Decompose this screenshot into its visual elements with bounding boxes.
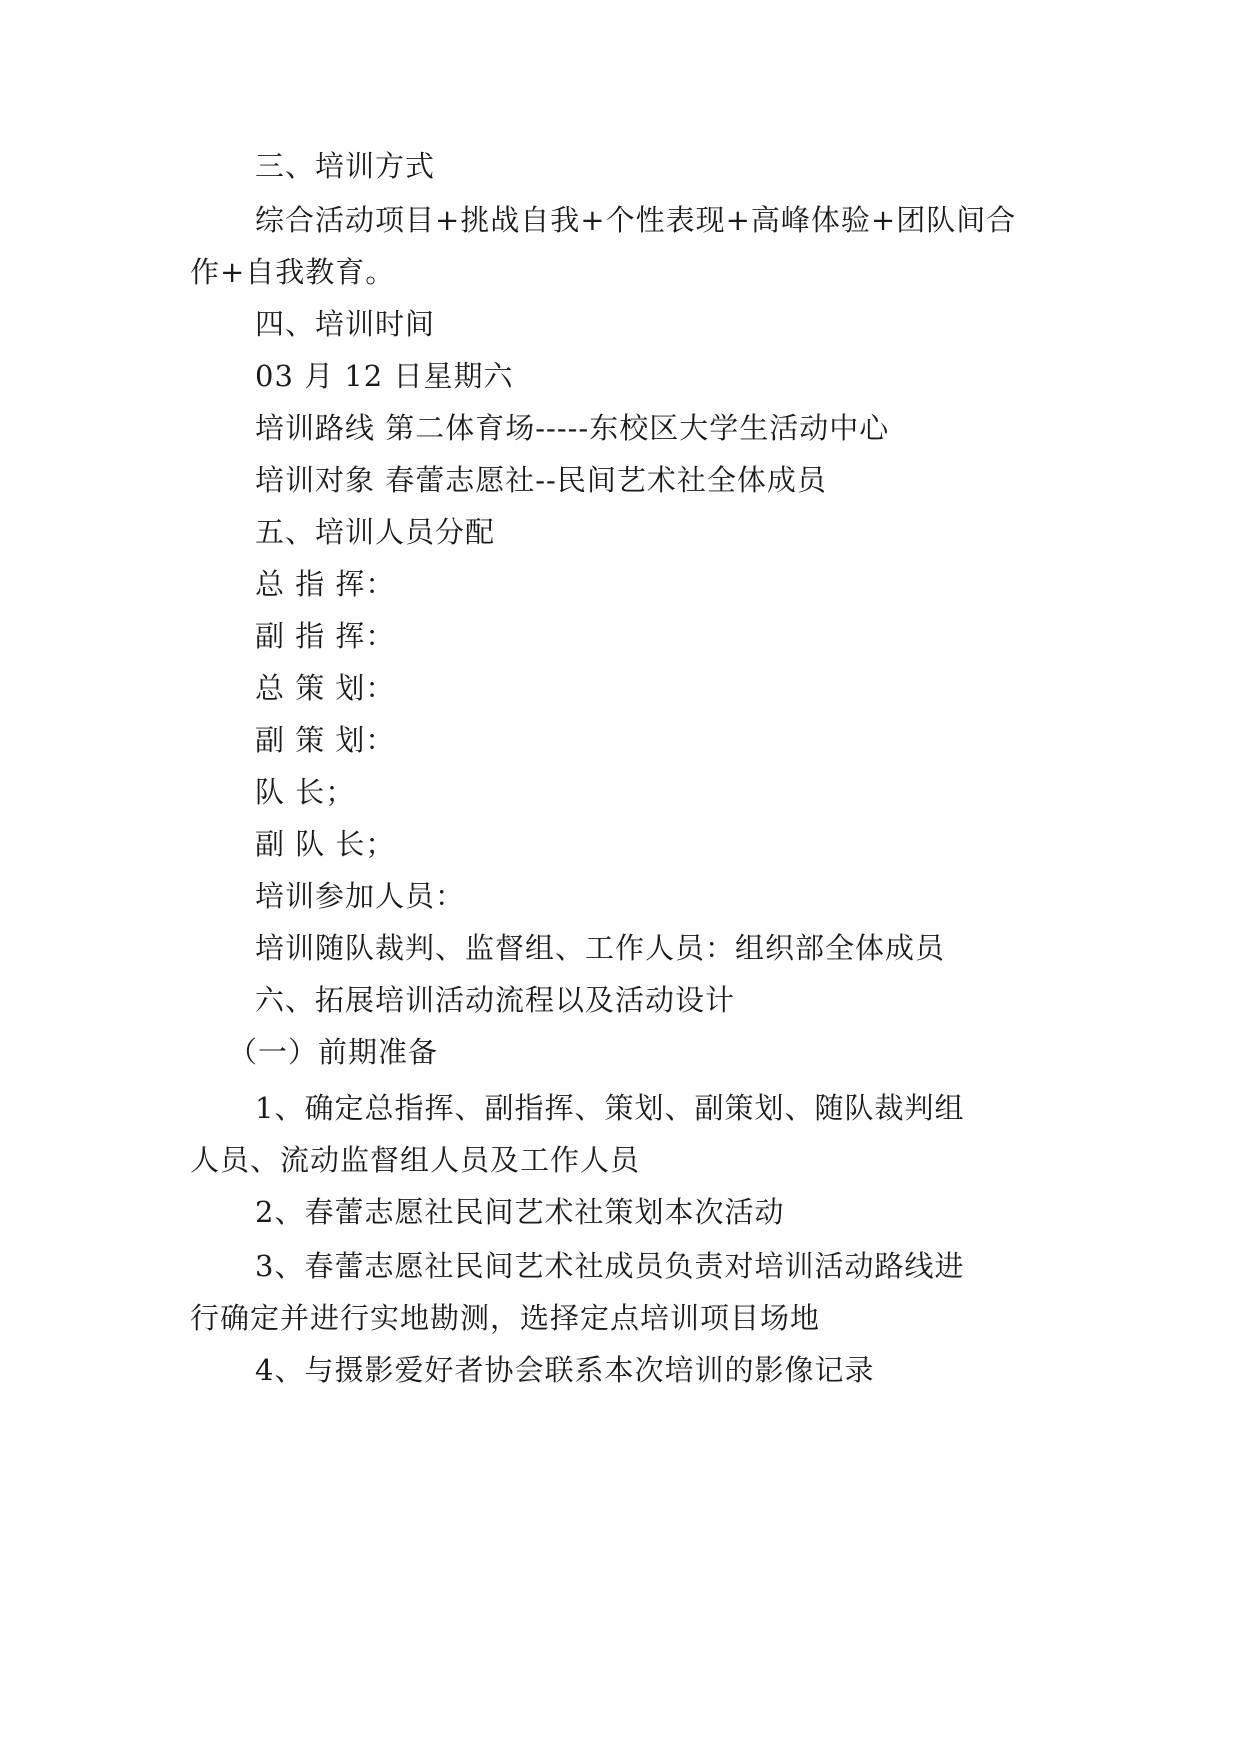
role-participants: 培训参加人员： bbox=[255, 879, 466, 913]
role-chief-planner: 总 策 划： bbox=[255, 671, 396, 705]
role-deputy-commander: 副 指 挥： bbox=[255, 619, 396, 653]
subheading-preparation: （一）前期准备 bbox=[228, 1035, 439, 1069]
heading-staff-allocation: 五、培训人员分配 bbox=[255, 515, 496, 549]
list-item-2: 2、春蕾志愿社民间艺术社策划本次活动 bbox=[255, 1195, 785, 1229]
list-item-3-cont: 行确定并进行实地勘测，选择定点培训项目场地 bbox=[190, 1301, 821, 1335]
role-vice-captain: 副 队 长； bbox=[255, 827, 396, 861]
list-item-1: 1、确定总指挥、副指挥、策划、副策划、随队裁判组 bbox=[255, 1091, 965, 1125]
paragraph-training-method-cont: 作+自我教育。 bbox=[190, 255, 396, 289]
role-captain: 队 长； bbox=[255, 775, 356, 809]
training-target: 培训对象 春蕾志愿社--民间艺术社全体成员 bbox=[255, 463, 827, 497]
paragraph-training-method: 综合活动项目+挑战自我+个性表现+高峰体验+团队间合 bbox=[255, 203, 1017, 237]
training-date: 03 月 12 日星期六 bbox=[255, 359, 514, 393]
training-route: 培训路线 第二体育场-----东校区大学生活动中心 bbox=[255, 411, 890, 445]
heading-training-time: 四、培训时间 bbox=[255, 307, 436, 341]
list-item-4: 4、与摄影爱好者协会联系本次培训的影像记录 bbox=[255, 1353, 875, 1387]
role-chief-commander: 总 指 挥： bbox=[255, 567, 396, 601]
role-referees: 培训随队裁判、监督组、工作人员：组织部全体成员 bbox=[255, 931, 946, 965]
role-deputy-planner: 副 策 划： bbox=[255, 723, 396, 757]
list-item-1-cont: 人员、流动监督组人员及工作人员 bbox=[190, 1143, 641, 1177]
heading-activity-flow: 六、拓展培训活动流程以及活动设计 bbox=[255, 983, 736, 1017]
list-item-3: 3、春蕾志愿社民间艺术社成员负责对培训活动路线进 bbox=[255, 1249, 965, 1283]
heading-training-method: 三、培训方式 bbox=[255, 149, 436, 183]
